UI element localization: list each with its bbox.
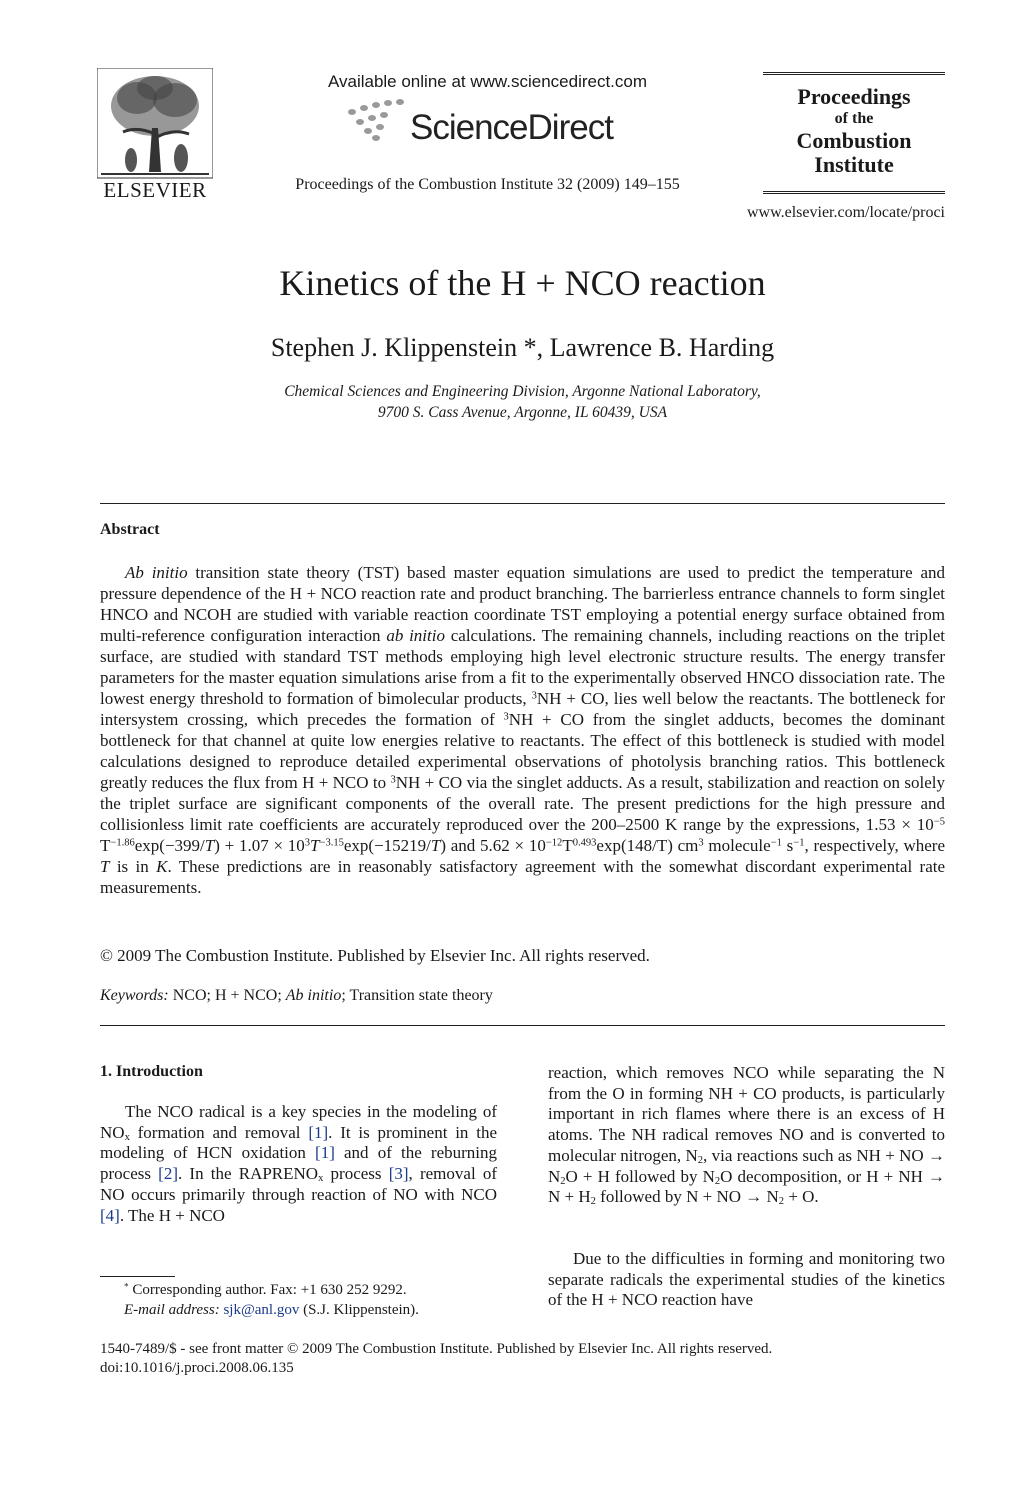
sciencedirect-logo-text: ScienceDirect [410,108,613,147]
citation-link[interactable]: [1] [308,1122,329,1142]
abstract-body: Ab initio transition state theory (TST) based master equation simulations are used to predict the temperature and pressure dependence of the H + NCO reaction rate and product branching. The barrierless entrance channels to form singlet HNCO and NCOH are studied with variable reaction coordinate TST employing a potential energy surface obtained from multi-reference configuration interaction ab initio calculations. The remaining channels, including reactions on the triplet surface, are studied with standard TST methods employing high level electronic structure results. The energy transfer parameters for the master equation simulations arise from a fit to the experimentally observed HNCO dissociation rate. The lowest energy threshold to formation of bimolecular products, $^3$NH + CO, lies well below the reactants. The bottleneck for intersystem crossing, which precedes the formation of $^3$NH + CO from the singlet adducts, becomes the dominant bottleneck for that channel at quite low energies relative to reactants. The effect of this bottleneck is studied with model calculations designed to reproduce detailed experimental observations of photolysis branching ratios. This bottleneck greatly reduces the flux from H + NCO to $^3$NH + CO via the singlet adducts. As a result, stabilization and reaction on solely the triplet surface are significant components of the overall rate. The present predictions for the high pressure and collisionless limit rate coefficients are accurately reproduced over the 200–2500 K range by the expressions, $1.53 \times 10^{-5}$ $T^{-1.86}\exp(-399/T) + 1.07 \times 10^3T^{-3.15}\exp(-15219/T)$ and $5.62 \times 10^{-12}T^{0.493}\exp(148/T)$ $cm^3$ molecule$^{-1}$ $s^{-1}$, respectively, where T is in K. These predictions are in reasonably satisfactory agreement with the somewhat discordant experimental rate measurements. [100,563,946,897]
article-authors: Stephen J. Klippenstein *, Lawrence B. Harding [270,333,775,362]
page-footer [100,1340,945,1378]
journal-citation: Proceedings of the Combustion Institute 32 (2009) 149–155 [295,176,680,193]
journal-title-box [763,72,945,194]
email-link[interactable]: sjk@anl.gov [223,1302,300,1318]
footnote: * Corresponding author. Fax: +1 630 252 9292. E-mail address: sjk@anl.gov (S.J. Klippenstein). [124,1282,419,1318]
available-online-text: Available online at www.sciencedirect.com [327,72,648,91]
footnote-divider [100,1276,175,1277]
intro-paragraph-right-2: Due to the difficulties in forming and monitoring two separate radicals the experimental studies of the kinetics of the H + NCO reaction have [548,1249,945,1310]
publisher-name: ELSEVIER [103,178,207,202]
journal-title-line: Proceedings [797,84,911,109]
journal-title-line: Combustion [796,128,912,153]
copyright-notice: © 2009 The Combustion Institute. Published by Elsevier Inc. All rights reserved. [100,946,650,965]
article-title: Kinetics of the H + NCO reaction [279,263,766,303]
abstract-heading: Abstract [100,521,160,538]
issn-line: 1540-7489/$ - see front matter © 2009 The Combustion Institute. Published by Elsevier Inc. All rights reserved. [100,1341,773,1357]
doi-line[interactable]: doi:10.1016/j.proci.2008.06.135 [100,1360,294,1376]
intro-paragraph-left: The NCO radical is a key species in the modeling of $NO_x$ formation and removal [1]. It is prominent in the modeling of HCN oxidation [1] and of the reburning process [2]. In the $RAPRENO_x$ process [3], removal of NO occurs primarily through reaction of NO with NCO [4]. The H + NCO [100,1102,498,1225]
keywords: Keywords: NCO; H + NCO; Ab initio; Transition state theory [100,987,493,1004]
affiliation-line: Chemical Sciences and Engineering Division, Argonne National Laboratory, [284,383,761,400]
journal-title-line: Institute [814,152,894,177]
citation-link[interactable]: [4] [100,1205,120,1225]
section-heading-introduction: 1. Introduction [100,1063,203,1080]
divider [100,1025,945,1026]
journal-url[interactable]: www.elsevier.com/locate/proci [747,204,945,221]
citation-link[interactable]: [2] [158,1164,178,1184]
divider [100,503,945,504]
journal-title-line: of the [834,110,874,127]
citation-link[interactable]: [1] [315,1143,335,1163]
intro-paragraph-right: reaction, which removes NCO while separating the N from the O in forming NH + CO products, is particularly important in rich flames where there is an excess of H atoms. The NH radical removes NO and is converted to molecular nitrogen, $N_2$, via reactions such as NH + NO → $N_2O + H$ followed by $N_2O$ decomposition, or H + NH → $N + H_2$ followed by N + NO → $N_2 + O$. [548,1063,945,1208]
author-affiliation [100,381,945,423]
affiliation-line: 9700 S. Cass Avenue, Argonne, IL 60439, USA [377,404,668,421]
citation-link[interactable]: [3] [388,1164,409,1184]
